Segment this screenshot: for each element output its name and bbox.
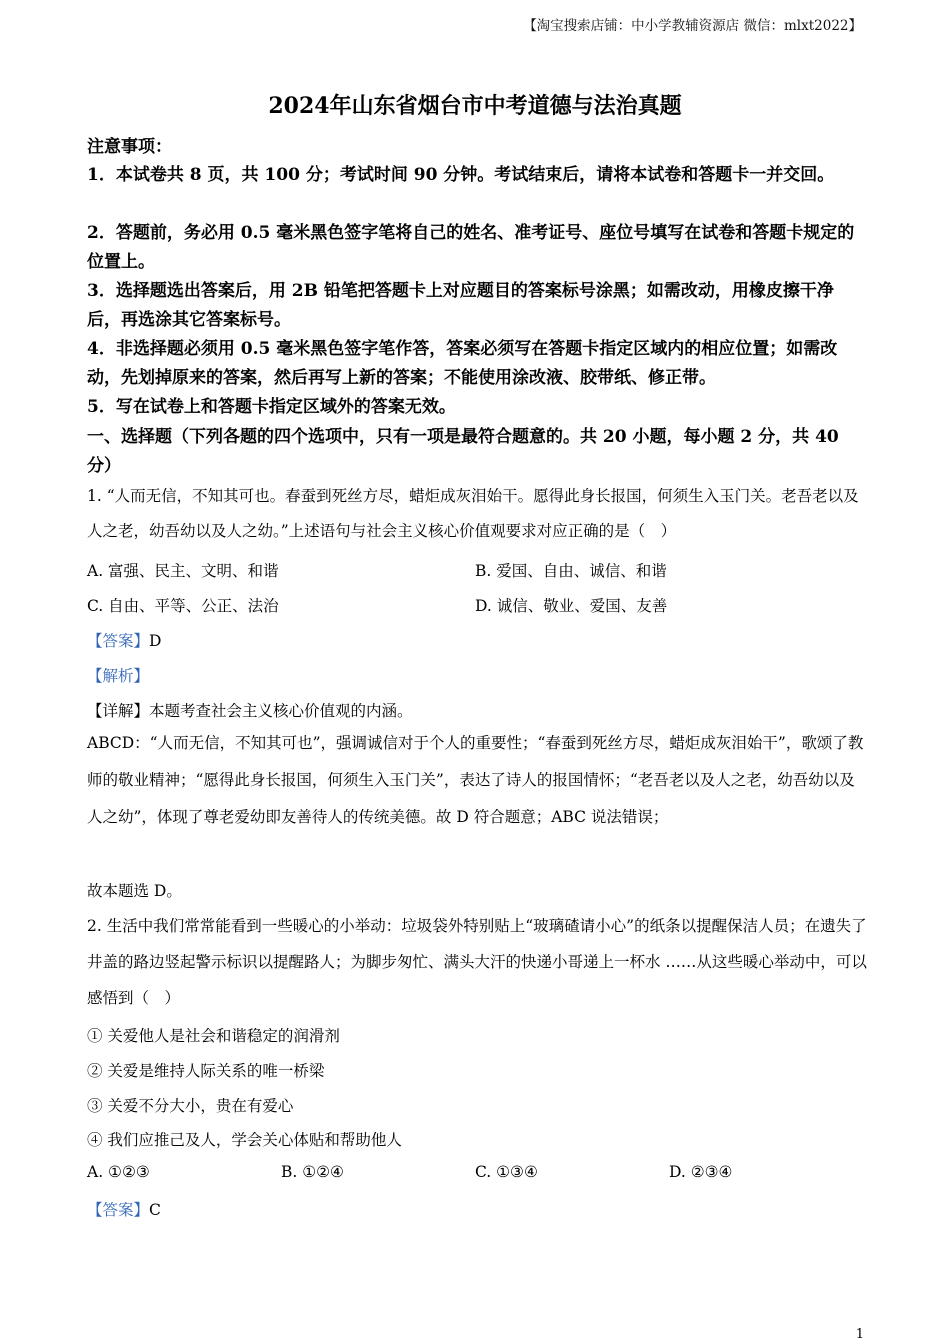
- notice-heading: 注意事项：: [87, 137, 172, 157]
- q1-detail: [87, 699, 413, 721]
- q2-option-a: A. ①②③: [87, 1163, 150, 1181]
- detail-text: 本题考查社会主义核心价值观的内涵。: [149, 702, 413, 720]
- notice-item-1: 1．本试卷共 8 页，共 100 分；考试时间 90 分钟。考试结束后，请将本试卷和答题卡一并交回。: [87, 165, 835, 185]
- q1-analysis-tag: 【解析】: [87, 667, 150, 685]
- question-1-stem: 1. “人而无信，不知其可也。春蚕到死丝方尽，蜡炬成灰泪始干。愿得此身长报国，何须生入玉门关。老吾老以及人之老，幼吾幼以及人之幼。”上述语句与社会主义核心价值观要求对应正确的是（ ）: [87, 487, 859, 540]
- answer-value: C: [149, 1201, 161, 1219]
- q2-option-c: C. ①③④: [475, 1163, 538, 1181]
- notice-item-4: 4．非选择题必须用 0.5 毫米黑色签字笔作答，答案必须写在答题卡指定区域内的相应位置；如需改动，先划掉原来的答案，然后再写上新的答案；不能使用涂改液、胶带纸、修正带。: [87, 339, 838, 388]
- q1-explanation: ABCD：“人而无信，不知其可也”，强调诚信对于个人的重要性；“春蚕到死丝方尽，蜡炬成灰泪始干”，歌颂了教师的敬业精神；“愿得此身长报国，何须生入玉门关”，表达了诗人的报国情怀；“老吾老以及人之老，幼吾幼以及人之幼”，体现了尊老爱幼即友善待人的传统美德。故 D 符合题意；ABC 说法错误；: [87, 734, 864, 826]
- q2-statement-4: ④ 我们应推己及人，学会关心体贴和帮助他人: [87, 1131, 402, 1149]
- page-number: 1: [855, 1327, 864, 1342]
- q1-conclusion: 故本题选 D。: [87, 882, 182, 900]
- detail-tag: 【详解】: [87, 702, 150, 720]
- notice-item-3: 3．选择题选出答案后，用 2B 铅笔把答题卡上对应题目的答案标号涂黑；如需改动，用橡皮擦干净后，再选涂其它答案标号。: [87, 281, 834, 330]
- notice-item-2: 2．答题前，务必用 0.5 毫米黑色签字笔将自己的姓名、准考证号、座位号填写在试卷和答题卡规定的位置上。: [87, 223, 855, 272]
- q2-option-d: D. ②③④: [669, 1163, 733, 1181]
- answer-tag: 【答案】: [87, 632, 150, 650]
- question-2-stem: 2. 生活中我们常常能看到一些暖心的小举动：垃圾袋外特别贴上“玻璃碴请小心”的纸条以提醒保洁人员；在遗失了井盖的路边竖起警示标识以提醒路人；为脚步匆忙、满头大汗的快递小哥递上一杯水 ……从这些暖心举动中，可以感悟到（ ）: [87, 917, 867, 1007]
- q1-answer: [87, 629, 161, 651]
- q2-answer: [87, 1198, 161, 1220]
- q2-option-b: B. ①②④: [281, 1163, 344, 1181]
- q2-statement-1: ① 关爱他人是社会和谐稳定的润滑剂: [87, 1027, 340, 1045]
- answer-tag: 【答案】: [87, 1201, 150, 1219]
- header-note: 【淘宝搜索店铺：中小学教辅资源店 微信：mlxt2022】: [523, 18, 862, 34]
- notice-item-5: 5．写在试卷上和答题卡指定区域外的答案无效。: [87, 397, 456, 417]
- page-title: 2024年山东省烟台市中考道德与法治真题: [268, 93, 682, 119]
- q2-statement-3: ③ 关爱不分大小，贵在有爱心: [87, 1097, 294, 1115]
- answer-value: D: [149, 632, 162, 650]
- q1-option-a: A. 富强、民主、文明、和谐: [87, 562, 279, 580]
- q2-statement-2: ② 关爱是维持人际关系的唯一桥梁: [87, 1062, 325, 1080]
- q1-option-c: C. 自由、平等、公正、法治: [87, 597, 279, 615]
- q1-option-b: B. 爱国、自由、诚信、和谐: [475, 562, 667, 580]
- q1-option-d: D. 诚信、敬业、爱国、友善: [475, 597, 668, 615]
- section-heading: 一、选择题（下列各题的四个选项中，只有一项是最符合题意的。共 20 小题，每小题 2 分，共 40 分）: [87, 427, 839, 476]
